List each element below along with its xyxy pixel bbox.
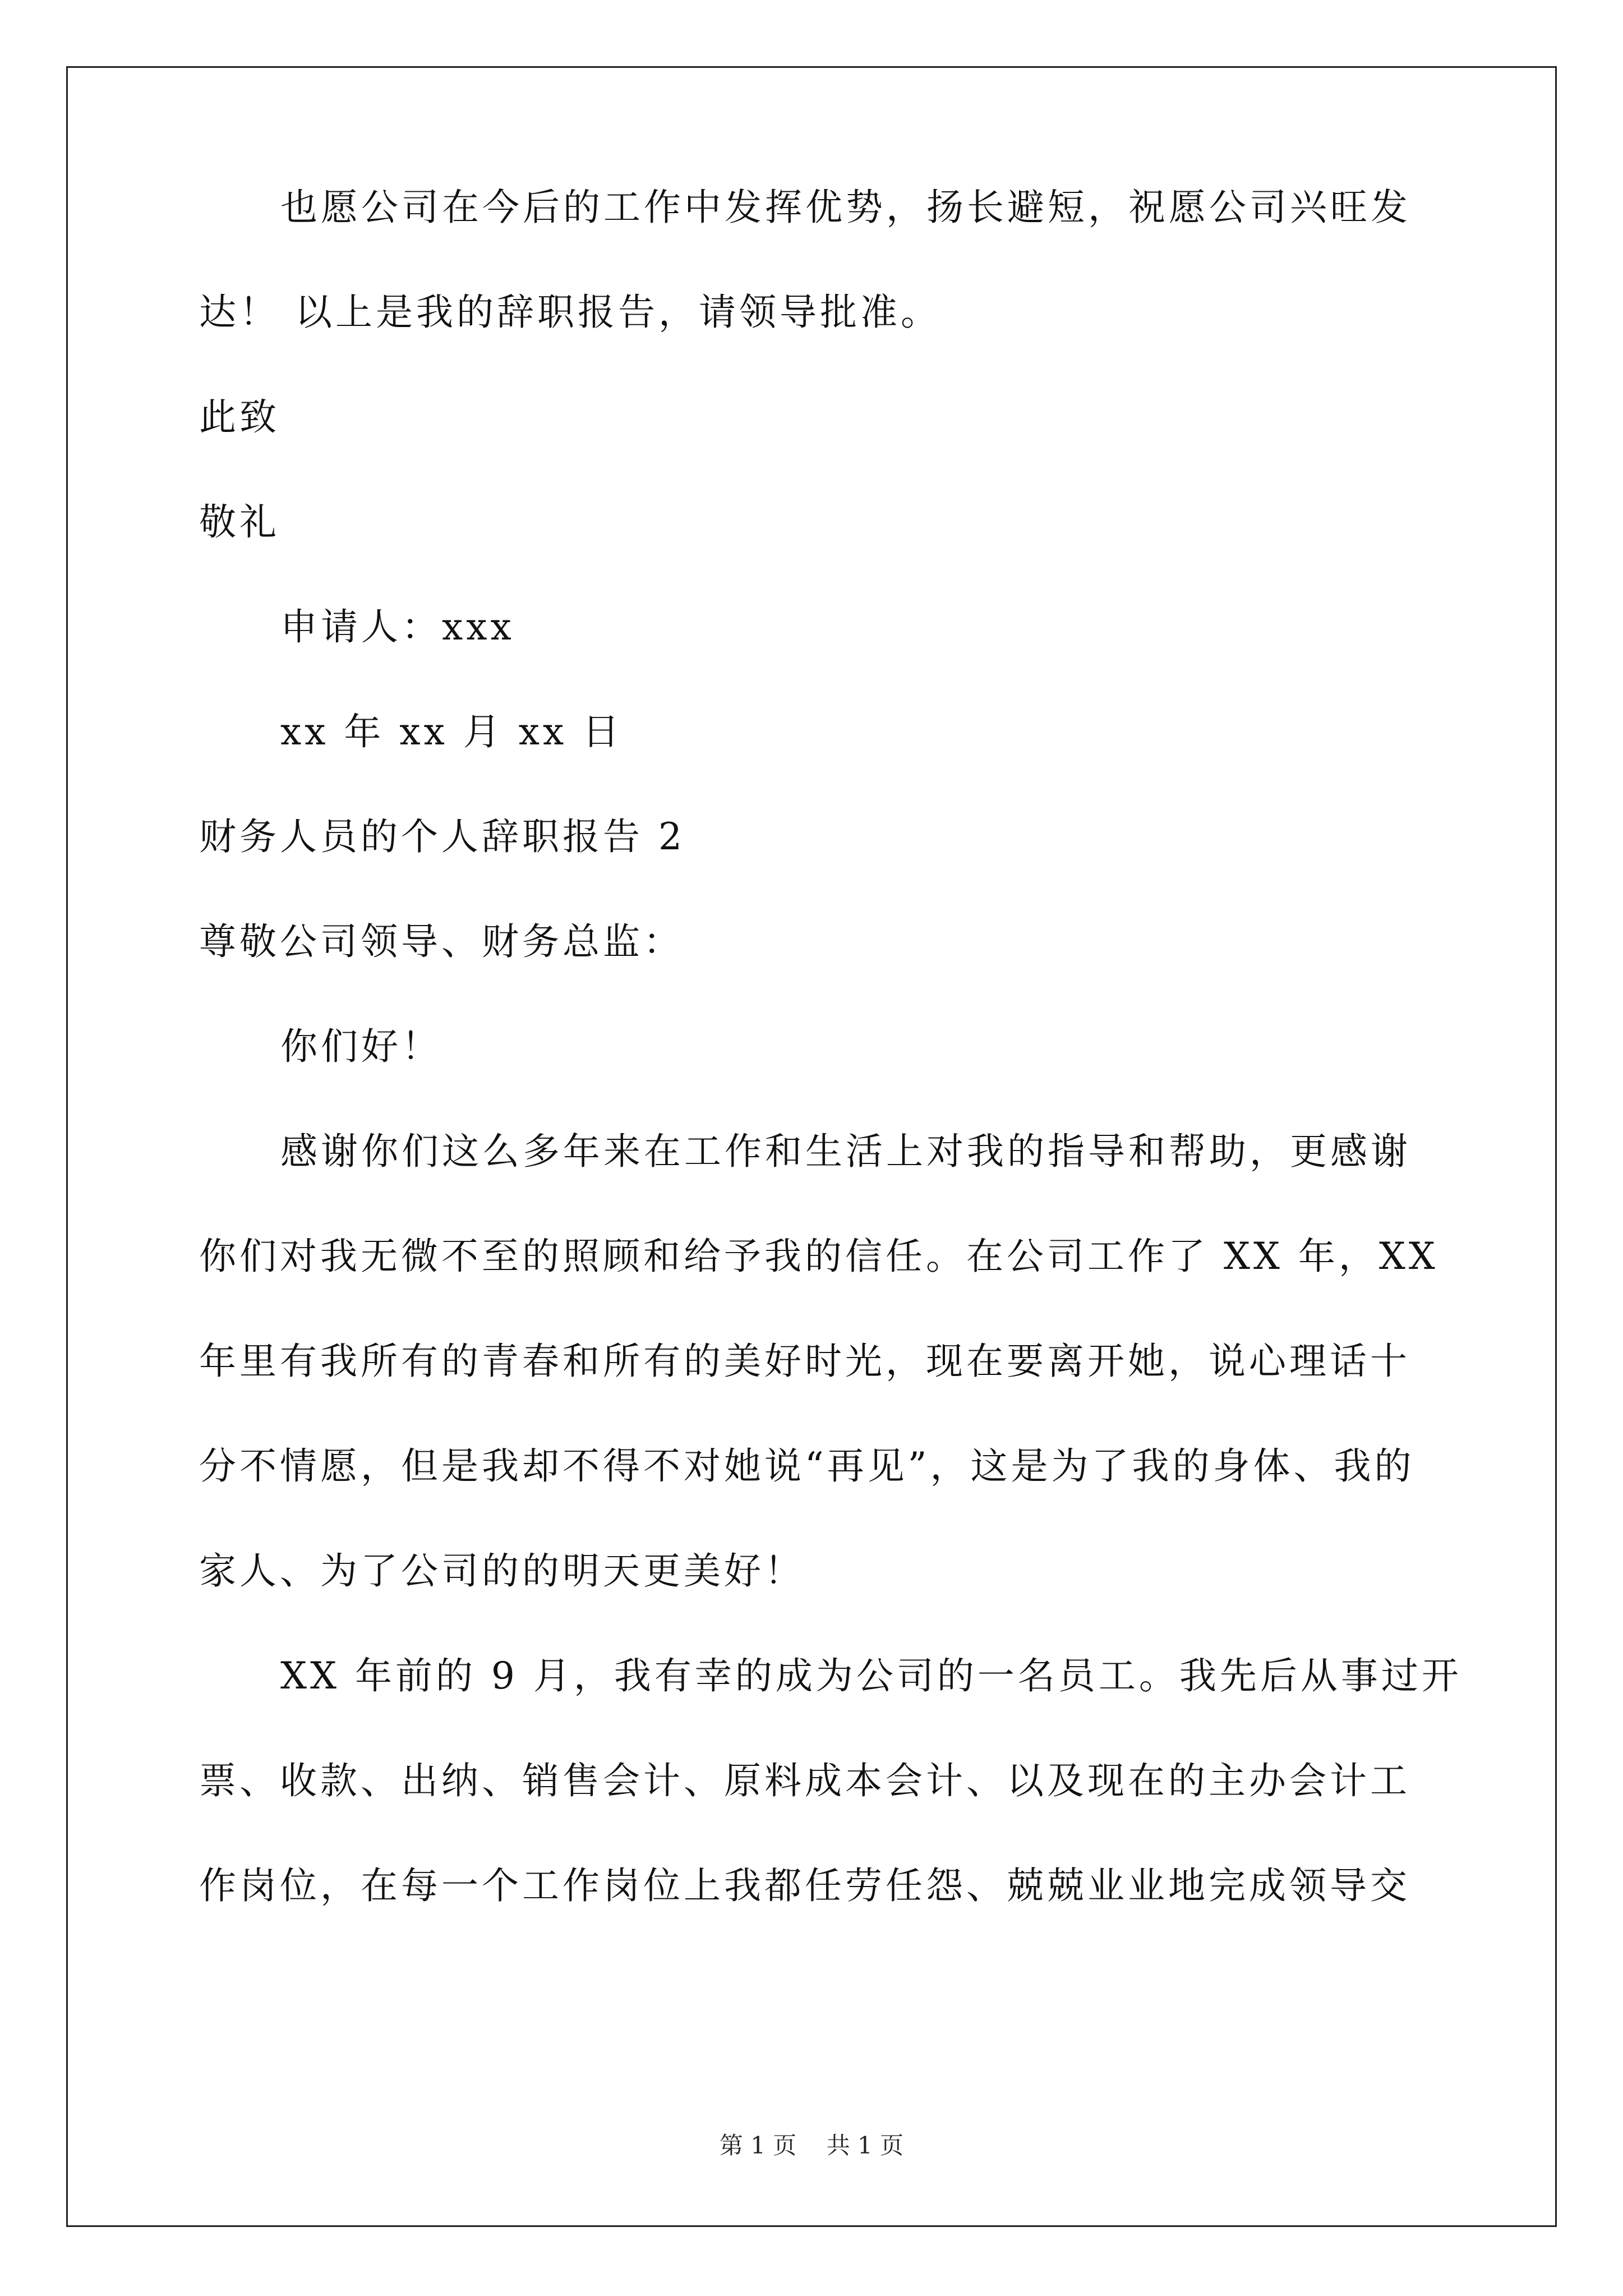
paragraph-line: 你们对我无微不至的照顾和给予我的信任。在公司工作了 XX 年，XX bbox=[199, 1235, 1438, 1278]
closing-salutation: 敬礼 bbox=[199, 500, 280, 544]
paragraph-line: 年里有我所有的青春和所有的美好时光，现在要离开她，说心理话十 bbox=[199, 1340, 1410, 1383]
paragraph-line: XX 年前的 9 月，我有幸的成为公司的一名员工。我先后从事过开 bbox=[280, 1654, 1462, 1697]
section-title: 财务人员的个人辞职报告 2 bbox=[199, 815, 685, 858]
salutation: 尊敬公司领导、财务总监： bbox=[199, 920, 684, 963]
paragraph-line: 感谢你们这么多年来在工作和生活上对我的指导和帮助，更感谢 bbox=[280, 1130, 1411, 1173]
paragraph-line: 票、收款、出纳、销售会计、原料成本会计、以及现在的主办会计工 bbox=[199, 1759, 1410, 1802]
applicant-line: 申请人：xxx bbox=[280, 605, 515, 648]
paragraph-line: 分不情愿，但是我却不得不对她说“再见”，这是为了我的身体、我的 bbox=[199, 1444, 1415, 1488]
closing-line: 此致 bbox=[199, 395, 280, 439]
greeting: 你们好！ bbox=[280, 1025, 442, 1068]
paragraph-line: 家人、为了公司的的明天更美好！ bbox=[199, 1549, 805, 1593]
paragraph-line: 作岗位，在每一个工作岗位上我都任劳任怨、兢兢业业地完成领导交 bbox=[199, 1864, 1410, 1907]
date-line: xx 年 xx 月 xx 日 bbox=[280, 710, 623, 753]
page-footer: 第 1 页 共 1 页 bbox=[719, 2132, 904, 2159]
paragraph-line: 达！ 以上是我的辞职报告，请领导批准。 bbox=[199, 291, 941, 334]
paragraph-line: 也愿公司在今后的工作中发挥优势，扬长避短，祝愿公司兴旺发 bbox=[280, 186, 1411, 229]
